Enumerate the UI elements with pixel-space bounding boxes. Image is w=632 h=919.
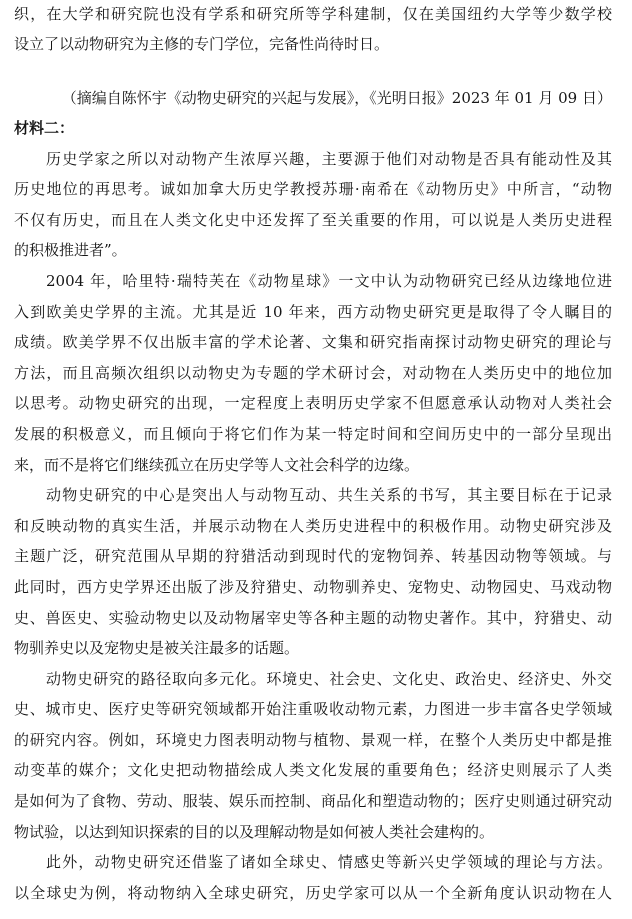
text-line: 织，在大学和研究院也没有学系和研究所等学科建制，仅在美国纽约大学等少数学校 (14, 5, 612, 23)
text-line: 史、城市史、医疗史等研究领域都开始注重吸收动物元素，力图进一步丰富各史学领域 (14, 700, 612, 719)
text-line: 以全球史为例，将动物纳入全球史研究，历史学家可以从一个全新角度认识动物在人 (14, 883, 612, 902)
paragraph (14, 480, 612, 664)
material-two (14, 113, 612, 908)
paragraph (14, 266, 612, 480)
text-line: 动物史研究的路径取向多元化。环境史、社会史、文化史、政治史、经济史、外交 (46, 669, 612, 688)
text-line: 此同时，西方史学界还出版了涉及狩猎史、动物驯养史、宠物史、动物园史、马戏动物 (14, 577, 612, 596)
text-line: 此外，动物史研究还借鉴了诸如全球史、情感史等新兴史学领域的理论与方法。 (46, 853, 612, 872)
text-line: 历史地位的再思考。诚如加拿大历史学教授苏珊·南希在《动物历史》中所言，“动物 (14, 180, 612, 199)
text-line: 物试验，以达到知识探索的目的以及理解动物是如何被人类社会建构的。 (14, 822, 495, 841)
paragraph (14, 664, 612, 848)
material-one-excerpt-end (14, 0, 612, 59)
text-line: 以思考。动物史研究的出现，一定程度上表明历史学家不但愿意承认动物对人类社会 (14, 394, 612, 413)
text-line: 史、兽医史、实验动物史以及动物屠宰史等各种主题的动物史著作。其中，狩猎史、动 (14, 608, 612, 627)
text-line: 成绩。欧美学界不仅出版丰富的学术论著、文集和研究指南探讨动物史研究的理论与 (14, 333, 612, 352)
text-line: 发展的积极意义，而且倾向于将它们作为某一特定时间和空间历史中的一部分呈现出 (14, 424, 612, 443)
paragraph (14, 144, 612, 266)
text-line: 方法，而且高频次组织以动物史为专题的学术研讨会，对动物在人类历史中的地位加 (14, 363, 612, 382)
text-line: 历史学家之所以对动物产生浓厚兴趣，主要源于他们对动物是否具有能动性及其 (46, 149, 612, 168)
text-line: 和反映动物的真实生活，并展示动物在人类历史进程中的积极作用。动物史研究涉及 (14, 516, 612, 535)
text-line: 2004 年，哈里特·瑞特芙在《动物星球》一文中认为动物研究已经从边缘地位进 (46, 271, 612, 290)
text-line: 的积极推进者”。 (14, 241, 127, 260)
text-line: 的研究内容。例如，环境史力图表明动物与植物、景观一样，在整个人类历史中都是推 (14, 730, 612, 749)
text-line: 动物史研究的中心是突出人与动物互动、共生关系的书写，其主要目标在于记录 (46, 486, 612, 505)
source-citation: （摘编自陈怀宇《动物史研究的兴起与发展》，《光明日报》2023 年 01 月 09 日） (61, 89, 612, 107)
text-line: 主题广泛，研究范围从早期的狩猎活动到现时代的宠物饲养、转基因动物等领域。与 (14, 547, 612, 566)
text-line: 物驯养史以及宠物史是被关注最多的话题。 (14, 639, 300, 658)
text-line: 设立了以动物研究为主修的专门学位，完备性尚待时日。 (14, 35, 390, 53)
section-heading: 材料二： (14, 119, 75, 137)
text-line: 来，而不是将它们继续孤立在历史学等人文社会科学的边缘。 (14, 455, 420, 474)
text-line: 入到欧美史学界的主流。尤其是近 10 年来，西方动物史研究更是取得了令人瞩目的 (14, 302, 612, 321)
text-line: 是如何为了食物、劳动、服装、娱乐而控制、商品化和塑造动物的；医疗史则通过研究动 (14, 792, 612, 811)
text-line: 不仅有历史，而且在人类文化史中还发挥了至关重要的作用，可以说是人类历史进程 (14, 210, 612, 229)
text-line: 动变革的媒介；文化史把动物描绘成人类文化发展的重要角色；经济史则展示了人类 (14, 761, 612, 780)
paragraph (14, 847, 612, 908)
